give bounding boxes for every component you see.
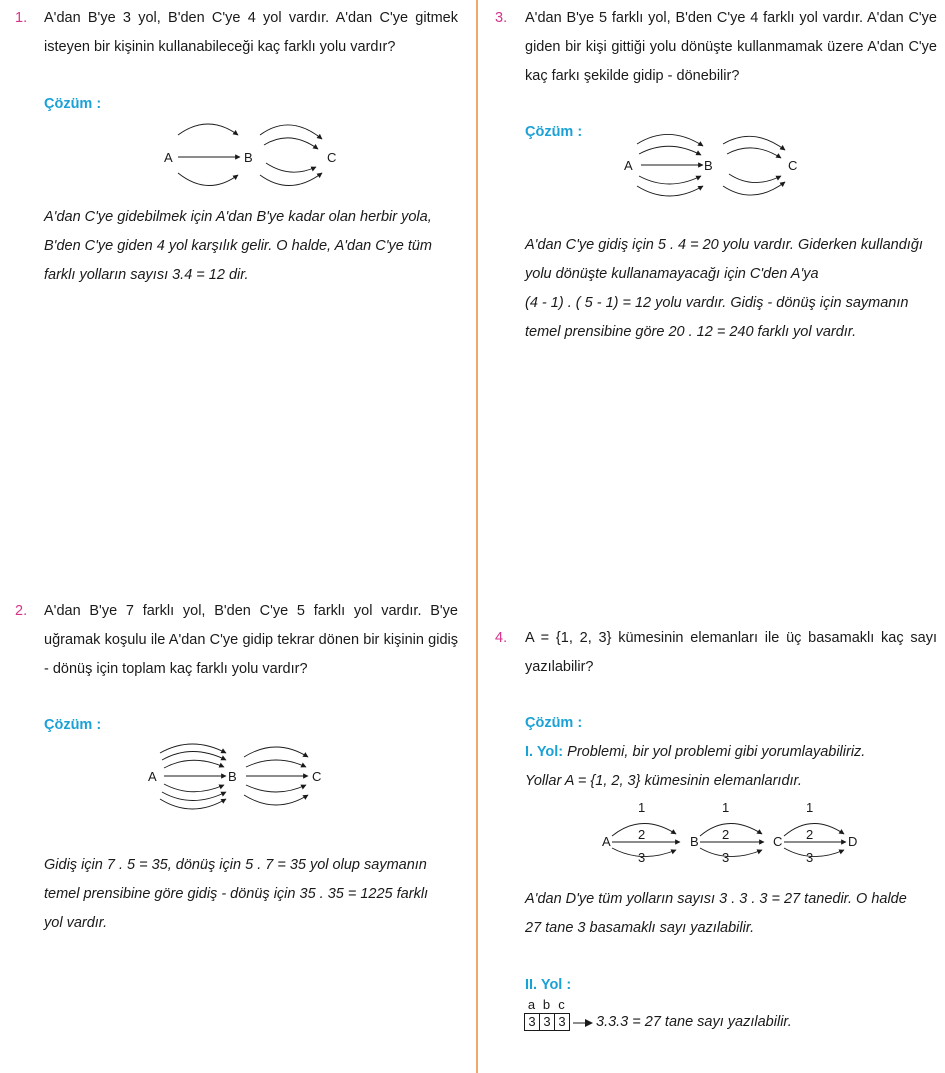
path-diagram: [150, 115, 350, 195]
method1-intro: [525, 738, 943, 796]
node-label: A: [164, 150, 173, 165]
digit-box: 3: [540, 1014, 555, 1030]
edge-label: 2: [722, 827, 730, 842]
solution-label: Çözüm :: [525, 715, 583, 731]
method1-answer: [525, 885, 943, 943]
node-label: B: [704, 158, 713, 173]
solution-label: Çözüm :: [44, 96, 102, 112]
method1-line: Problemi, bir yol problemi gibi yorumlayabiliriz.: [567, 744, 866, 760]
solution-line: A'dan C'ye gidiş için 5 . 4 = 20 yolu vardır. Giderken kullandığı: [525, 237, 923, 253]
path-arrow: [244, 795, 308, 805]
edge-label: 2: [806, 827, 814, 842]
path-arrow: [260, 173, 322, 186]
arrow-icon: [572, 1016, 594, 1028]
solution-line: B'den C'ye giden 4 yol karşılık gelir. O halde, A'dan C'ye tüm: [44, 238, 432, 254]
solution-text: [44, 851, 464, 938]
path-arrow: [246, 760, 306, 767]
question-text: A'dan B'ye 7 farklı yol, B'den C'ye 5 farklı yol vardır. B'ye uğramak koşulu ile A'dan C'ye gidip tekrar dönen bir kişinin gidiş - dönüş için toplam kaç farklı yolu vardır?: [44, 603, 458, 677]
node-label: B: [228, 769, 237, 784]
path-arrow: [700, 848, 762, 857]
solution-line: A'dan D'ye tüm yolların sayısı 3 . 3 . 3 = 27 tanedir. O halde: [525, 891, 907, 907]
question-number: 1.: [15, 10, 28, 26]
path-arrow: [164, 760, 224, 768]
path-arrow: [164, 784, 224, 792]
path-arrow: [729, 174, 781, 183]
node-label: C: [312, 769, 322, 784]
path-arrow: [637, 186, 703, 196]
path-arrow: [723, 182, 785, 195]
method2-label: II. Yol :: [525, 977, 572, 993]
path-arrow: [162, 792, 226, 801]
solution-line: yolu dönüşte kullanamayacağı için C'den A'ya: [525, 266, 819, 282]
solution-line: temel prensibine göre gidiş - dönüş için 35 . 35 = 1225 farklı: [44, 886, 429, 902]
path-diagram: [615, 124, 815, 206]
digit-boxes-row: [524, 1013, 792, 1031]
solution-label: Çözüm :: [525, 124, 583, 140]
solution-line: farklı yolların sayısı 3.4 = 12 dir.: [44, 267, 249, 283]
digit-path-diagram: [598, 800, 868, 870]
solution-line: A'dan C'ye gidebilmek için A'dan B'ye kadar olan herbir yola,: [44, 209, 432, 225]
node-label: C: [788, 158, 798, 173]
solution-text: [525, 231, 943, 347]
solution-line: temel prensibine göre 20 . 12 = 240 farklı yol vardır.: [525, 324, 857, 340]
node-label: D: [848, 834, 858, 849]
path-arrow: [178, 173, 238, 186]
edge-label: 3: [806, 850, 814, 865]
node-label: C: [327, 150, 337, 165]
path-arrow: [727, 148, 781, 158]
edge-label: 1: [722, 800, 730, 815]
node-label: A: [624, 158, 633, 173]
method1-label: I. Yol:: [525, 744, 564, 760]
path-arrow: [246, 785, 306, 792]
path-arrow: [264, 138, 318, 149]
node-label: B: [244, 150, 253, 165]
digit-box: 3: [558, 1014, 566, 1029]
solution-line: Gidiş için 7 . 5 = 35, dönüş için 5 . 7 = 35 yol olup saymanın: [44, 857, 427, 873]
solution-text: [44, 203, 464, 290]
solution-line: (4 - 1) . ( 5 - 1) = 12 yolu vardır. Gidiş - dönüş için saymanın: [525, 295, 909, 311]
digit-box: 3: [525, 1014, 540, 1030]
question-number: 2.: [15, 603, 28, 619]
method1-line: Yollar A = {1, 2, 3} kümesinin elemanlarıdır.: [525, 773, 802, 789]
path-arrow: [244, 747, 308, 757]
solution-label: Çözüm :: [44, 717, 102, 733]
solution-line: yol vardır.: [44, 915, 108, 931]
solution-line: 27 tane 3 basamaklı sayı yazılabilir.: [525, 920, 755, 936]
question-number: 4.: [495, 630, 508, 646]
path-arrow: [784, 848, 844, 857]
digit-letter: b: [542, 997, 551, 1012]
node-label: A: [148, 769, 157, 784]
path-arrow: [639, 176, 701, 184]
path-arrow: [162, 752, 226, 761]
edge-label: 3: [638, 850, 646, 865]
node-label: C: [773, 834, 783, 849]
column-divider: [476, 0, 478, 1073]
question-number: 3.: [495, 10, 508, 26]
digit-letter: c: [558, 997, 565, 1012]
edge-label: 1: [806, 800, 814, 815]
path-arrow: [266, 163, 316, 172]
edge-label: 3: [722, 850, 730, 865]
edge-label: 1: [638, 800, 646, 815]
path-arrow: [639, 146, 701, 155]
question-text: A'dan B'ye 3 yol, B'den C'ye 4 yol vardır. A'dan C'ye gitmek isteyen bir kişinin kullanabileceği kaç farklı yolu vardır?: [44, 10, 458, 55]
path-arrow: [784, 823, 844, 836]
digit-boxes: [524, 1013, 570, 1031]
path-arrow: [637, 134, 703, 146]
method2-answer: 3.3.3 = 27 tane sayı yazılabilir.: [596, 1014, 792, 1030]
edge-label: 2: [638, 827, 646, 842]
path-arrow: [178, 124, 238, 135]
node-label: B: [690, 834, 699, 849]
path-arrow: [700, 823, 762, 836]
question-text: A = {1, 2, 3} kümesinin elemanları ile üç basamaklı kaç sayı yazılabilir?: [525, 630, 937, 675]
node-label: A: [602, 834, 611, 849]
digit-letter: a: [527, 997, 536, 1012]
digit-letters: [524, 996, 569, 1014]
path-diagram: [140, 735, 340, 820]
path-arrow: [260, 125, 322, 139]
question-text: A'dan B'ye 5 farklı yol, B'den C'ye 4 farklı yol vardır. A'dan C'ye giden bir kişi gittiği yolu dönüşte kullanmamak üzere A'dan C'ye kaç farkı şekilde gidip - dönebilir?: [525, 10, 937, 84]
